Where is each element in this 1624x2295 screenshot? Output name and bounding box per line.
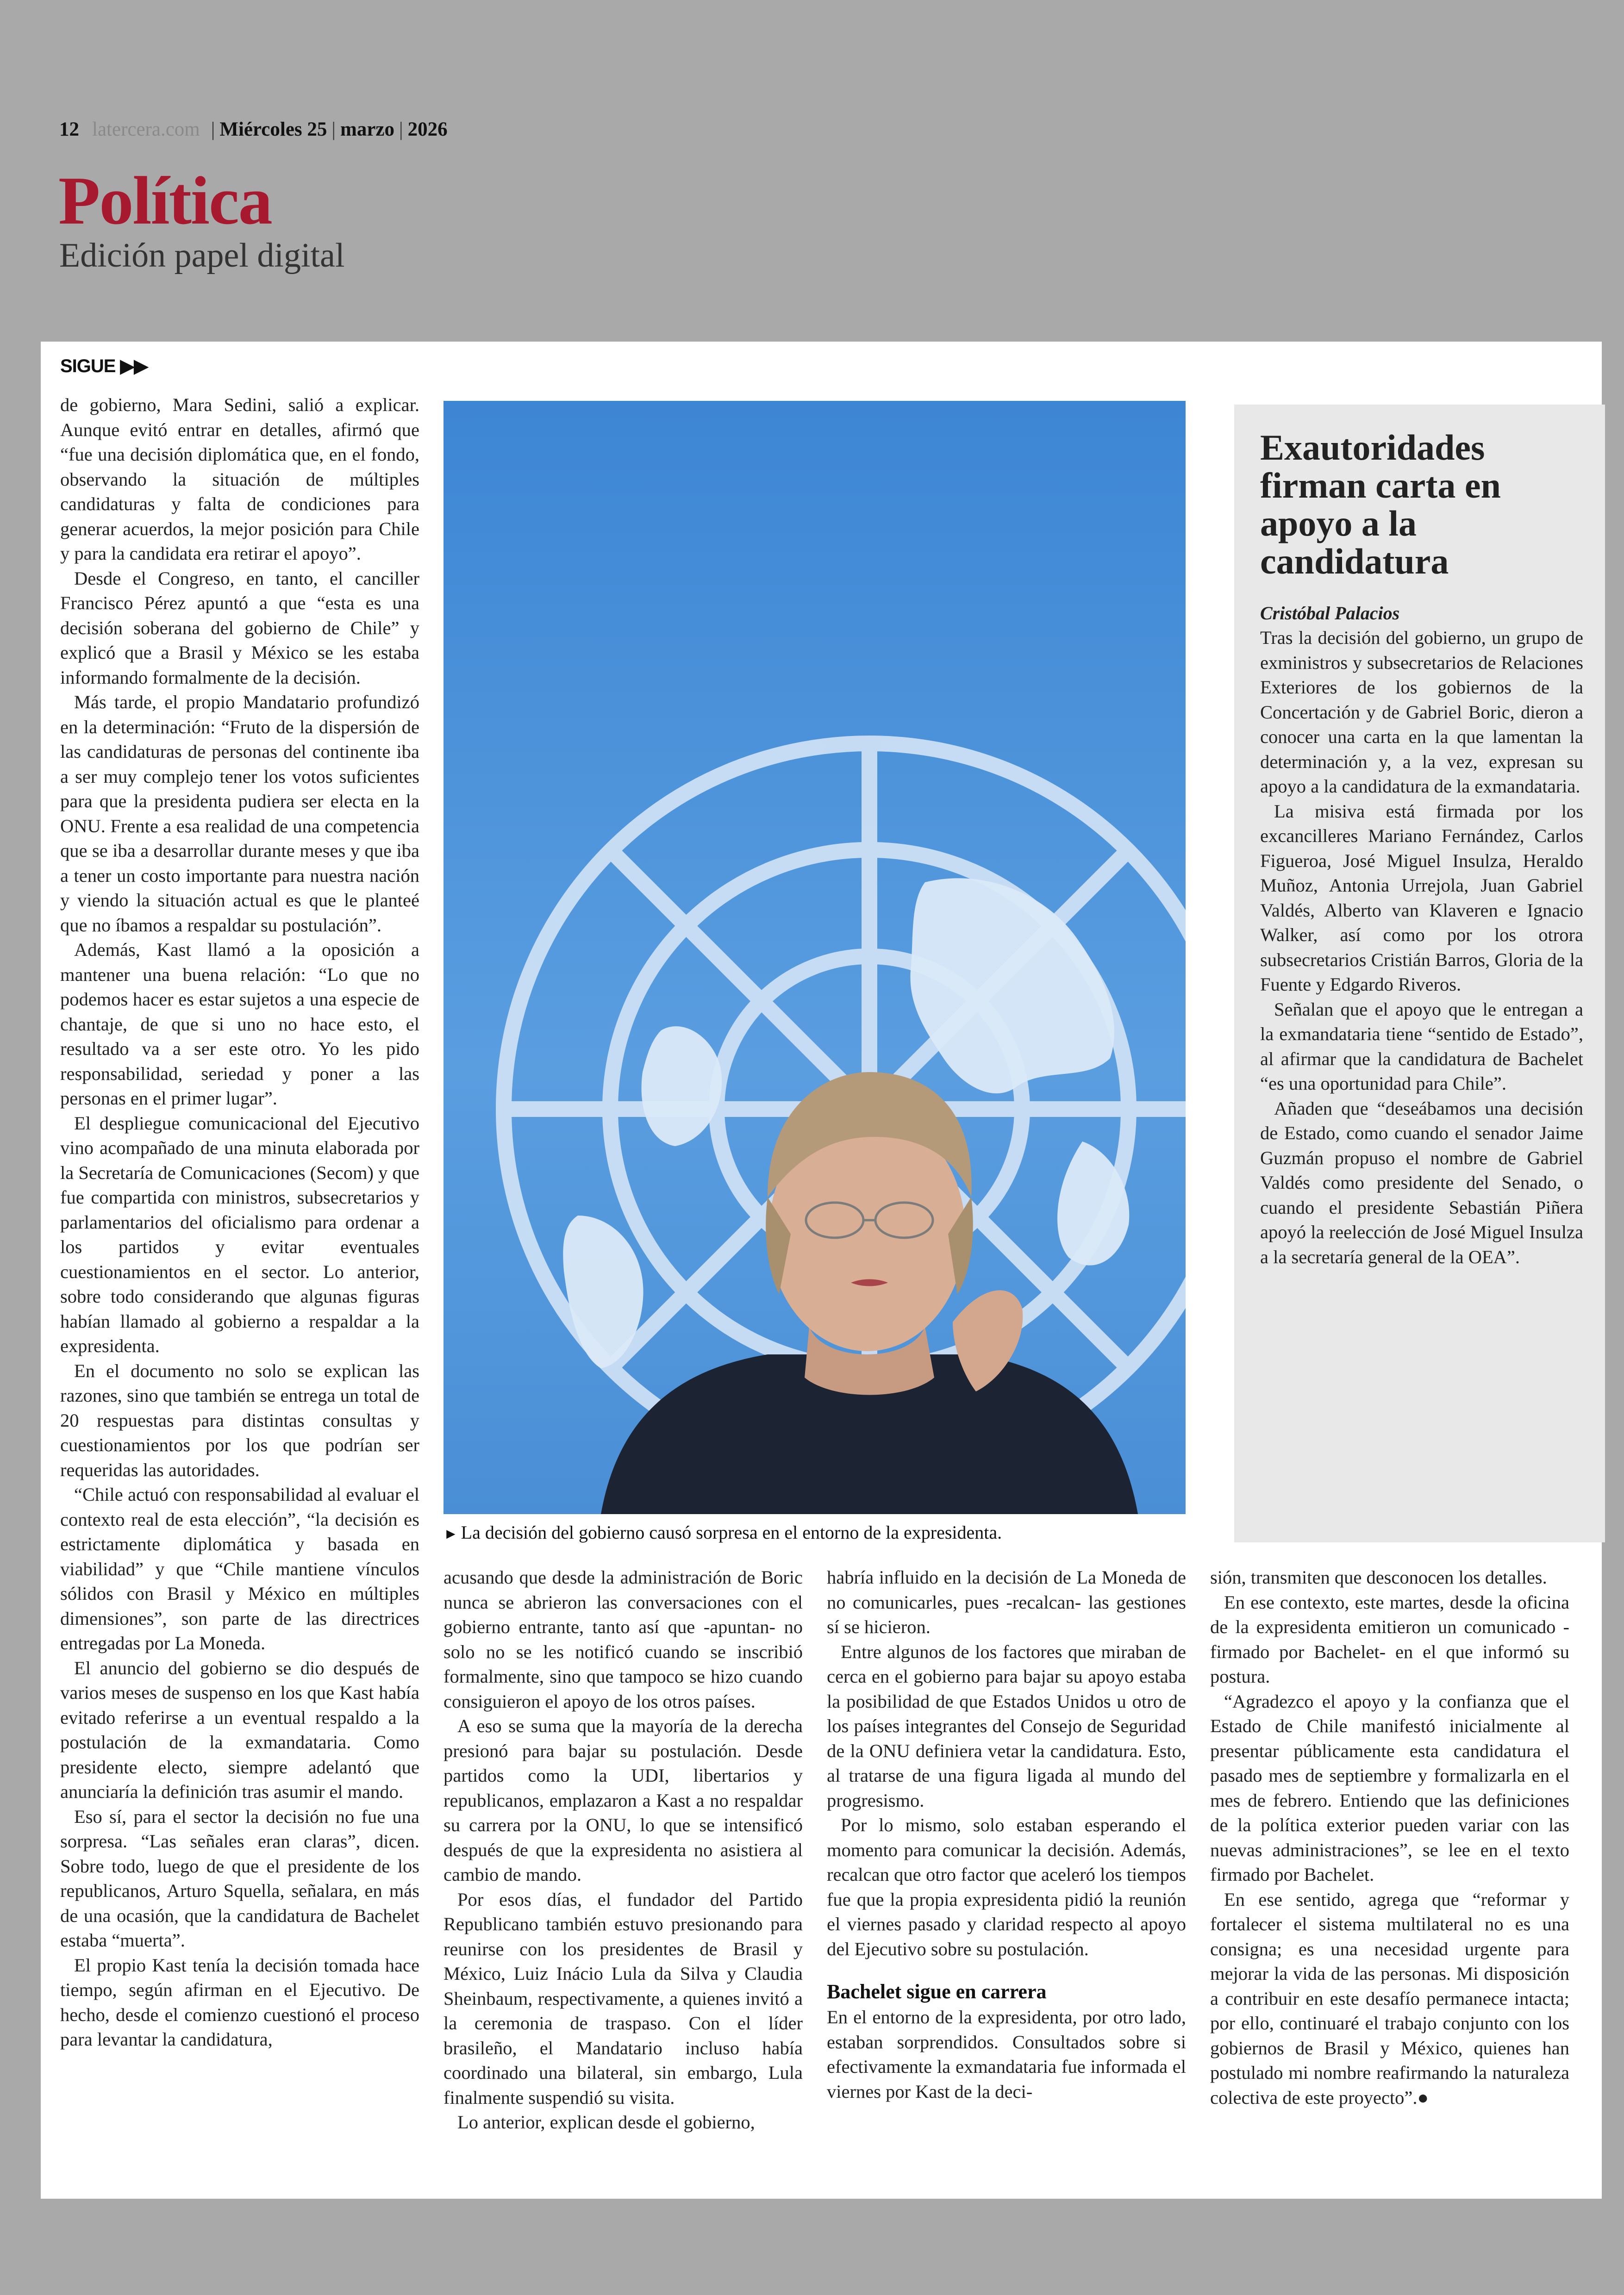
article-paragraph: habría influido en la decisión de La Moneda de no comunicarles, pues -recalcan- las gestiones sí se hicieron. — [827, 1567, 1186, 1637]
article-paragraph: Además, Kast llamó a la oposición a mantener una buena relación: “Lo que no podemos hacer es estar sujetos a una especie de chantaje, de que si uno no hace esto, el resultado va a ser este otro. Yo les pido responsabilidad, seriedad y poner a las personas en el primer lugar”. — [60, 939, 419, 1109]
article-paragraph: Por esos días, el fundador del Partido Republicano también estuvo presionando para reunirse con los presidentes de Brasil y México, Luiz Inácio Lula da Silva y Claudia Sheinbaum, respectivamente, a quienes invitó a la ceremonia de traspaso. Con el líder brasileño, el Mandatario incluso había coordinado una bilateral, sin embargo, Lula finalmente suspendió su visita. — [443, 1889, 803, 2108]
sidebar-content — [1260, 429, 1583, 1269]
separator: | — [331, 118, 336, 140]
article-paragraph: La misiva está firmada por los excancilleres Mariano Fernández, Carlos Figueroa, José Miguel Insulza, Heraldo Muñoz, Antonia Urrejola, Juan Gabriel Valdés, Alberto van Klaveren e Ignacio Walker, así como por los otrora subsecretarios Cristián Barros, Gloria de la Fuente y Edgardo Riveros. — [1260, 800, 1583, 995]
article-paragraph: sión, transmiten que desconocen los detalles. — [1210, 1567, 1547, 1588]
sidebar-title: Exautoridades firman carta en apoyo a la candidatura — [1260, 427, 1501, 581]
date-year: 2026 — [407, 118, 448, 140]
article-paragraph: En el documento no solo se explican las razones, sino que también se entrega un total de 20 respuestas para distintas consultas y cuestionamientos por los que podrían ser requeridas las autoridades. — [60, 1360, 419, 1480]
photo-illustration — [443, 401, 1186, 1514]
article-column-1 — [60, 393, 419, 2052]
separator: | — [399, 118, 403, 140]
section-subtitle: Edición papel digital — [59, 237, 345, 274]
article-photo — [443, 401, 1186, 1514]
article-paragraph: Lo anterior, explican desde el gobierno, — [457, 2112, 755, 2133]
article-paragraph: Por lo mismo, solo estaban esperando el momento para comunicar la decisión. Además, recalcan que otro factor que aceleró los tiempos fue que la propia expresidenta pidió la reunión el viernes pasado y claridad respecto al apoyo del Ejecutivo sobre su postulación. — [827, 1815, 1186, 1959]
date-day: Miércoles 25 — [219, 118, 327, 140]
article-paragraph: El anuncio del gobierno se dio después de varios meses de suspenso en los que Kast había evitado referirse a un eventual respaldo a la postulación de la exmandataria. Como presidente electo, siempre adelantó que anunciaría la definición tras asumir el mando. — [60, 1657, 419, 1802]
article-paragraph: En ese sentido, agrega que “reformar y fortalecer el sistema multilateral no es una consigna; es una necesidad urgente para mejorar la vida de las personas. Mi disposición a contribuir en este desafío permanece intacta; por ello, continuaré el trabajo conjunto con los gobiernos de Brasil y México, quienes han postulado mi nombre reafirmando la naturaleza colectiva de este proyecto”.● — [1210, 1889, 1569, 2108]
masthead — [59, 118, 893, 155]
article-paragraph: El propio Kast tenía la decisión tomada hace tiempo, según afirman en el Ejecutivo. De hecho, desde el comienzo cuestionó el proceso para levantar la candidatura, — [60, 1954, 419, 2050]
article-paragraph: A eso se suma que la mayoría de la derecha presionó para bajar su postulación. Desde partidos como la UDI, libertarios y republicanos, emplazaron a Kast a no respaldar su carrera por la ONU, lo que se intensificó después de que la expresidenta no asistiera al cambio de mando. — [443, 1715, 803, 1885]
article-paragraph: de gobierno, Mara Sedini, salió a explicar. Aunque evitó entrar en detalles, afirmó que “fue una decisión diplomática que, en el fondo, observando la situación de múltiples candidaturas y falta de condiciones para generar acuerdos, la mejor posición para Chile y para la candidata era retirar el apoyo”. — [60, 394, 419, 564]
date-month: marzo — [340, 118, 394, 140]
article-column-2 — [443, 1565, 803, 2135]
article-paragraph: “Chile actuó con responsabilidad al evaluar el contexto real de esta elección”, “la decisión es estrictamente diplomática y basada en viabilidad” y que “Chile mantiene vínculos sólidos con Brasil y México en múltiples dimensiones”, son parte de las directrices entregadas por La Moneda. — [60, 1484, 419, 1653]
article-paragraph: Desde el Congreso, en tanto, el canciller Francisco Pérez apuntó a que “esta es una decisión soberana del gobierno de Chile” y explicó que a Brasil y México se les estaba informando formalmente de la decisión. — [60, 568, 419, 688]
caption-marker: ► — [443, 1525, 458, 1542]
article-paragraph: Eso sí, para el sector la decisión no fue una sorpresa. “Las señales eran claras”, dicen. Sobre todo, luego de que el presidente de los republicanos, Arturo Squella, señalara, en más de una ocasión, que la candidatura de Bachelet estaba “muerta”. — [60, 1806, 419, 1951]
section-title: Política — [58, 163, 272, 239]
article-paragraph: En el entorno de la expresidenta, por otro lado, estaban sorprendidos. Consultados sobre si efectivamente la exmandataria fue informada el viernes por Kast de la deci- — [827, 2007, 1186, 2102]
article-paragraph: Añaden que “deseábamos una decisión de Estado, como cuando el senador Jaime Guzmán propuso el nombre de Gabriel Valdés como presidente del Senado, o cuando el presidente Sebastián Piñera apoyó la reelección de José Miguel Insulza a la secretaría general de la OEA”. — [1260, 1098, 1583, 1267]
sidebar-author: Cristóbal Palacios — [1260, 603, 1400, 624]
article-paragraph: Tras la decisión del gobierno, un grupo de exministros y subsecretarios de Relaciones Exteriores de los gobiernos de la Concertación y de Gabriel Boric, dieron a conocer una carta en la que lamentan la determinación y, a la vez, expresan su apoyo a la candidatura de la exmandataria. — [1260, 627, 1583, 797]
page-number: 12 — [59, 118, 79, 140]
masthead-line — [59, 118, 893, 141]
separator: | — [211, 118, 215, 140]
sidebar-body — [1260, 625, 1583, 1269]
article-paragraph: Más tarde, el propio Mandatario profundizó en la determinación: “Fruto de la dispersión de las candidaturas de personas del continente iba a ser muy complejo tener los votos suficientes para que la presidenta pudiera ser electa en la ONU. Frente a esa realidad de una competencia que se iba a desarrollar durante meses y que iba a tener un costo importante para nuestra nación y viendo la situación actual es que le planteé que no íbamos a respaldar su postulación”. — [60, 692, 419, 935]
subheading: Bachelet sigue en carrera — [827, 1980, 1047, 2003]
article-paragraph: Señalan que el apoyo que le entregan a la exmandataria tiene “sentido de Estado”, al afirmar que la candidatura de Bachelet “es una oportunidad para Chile”. — [1260, 998, 1583, 1094]
caption-text: La decisión del gobierno causó sorpresa en el entorno de la expresidenta. — [461, 1522, 1002, 1543]
article-paragraph: En ese contexto, este martes, desde la oficina de la expresidenta emitieron un comunicado -firmado por Bachelet- en el que informó su postura. — [1210, 1591, 1569, 1687]
photo-caption — [443, 1522, 1186, 1543]
article-paragraph: Entre algunos de los factores que miraban de cerca en el gobierno para bajar su apoyo estaba la posibilidad de que Estados Unidos u otro de los países integrantes del Consejo de Seguridad de la ONU definiera vetar la candidatura. Esto, al tratarse de una figura ligada al mundo del progresismo. — [827, 1641, 1186, 1811]
sidebar-box — [1234, 405, 1605, 1542]
site-name[interactable]: latercera.com — [92, 118, 200, 140]
article-paragraph: acusando que desde la administración de Boric nunca se abrieron las conversaciones con el gobierno entrante, tanto así que -apuntan- no solo no se les notificó cuando se inscribió formalmente, sino que tampoco se hizo cuando consiguieron el apoyo de los otros países. — [443, 1567, 803, 1712]
newspaper-page — [41, 342, 1602, 2199]
article-paragraph: El despliegue comunicacional del Ejecutivo vino acompañado de una minuta elaborada por la Secretaría de Comunicaciones (Secom) y que fue compartida con ministros, subsecretarios y parlamentarios del oficialismo para ordenar a los partidos y evitar eventuales cuestionamientos en el sector. Lo anterior, sobre todo considerando que algunas figuras habían llamado al gobierno a respaldar a la expresidenta. — [60, 1112, 419, 1356]
article-paragraph: “Agradezco el apoyo y la confianza que el Estado de Chile manifestó inicialmente al presentar públicamente esta candidatura el pasado mes de septiembre y formalizarla en el mes de febrero. Entiendo que las definiciones de la política exterior pueden variar con las nuevas administraciones”, se lee en el texto firmado por Bachelet. — [1210, 1690, 1569, 1885]
article-column-4 — [1210, 1565, 1569, 2110]
article-column-3 — [827, 1565, 1186, 2104]
continuation-label: SIGUE ▶▶ — [60, 356, 148, 376]
